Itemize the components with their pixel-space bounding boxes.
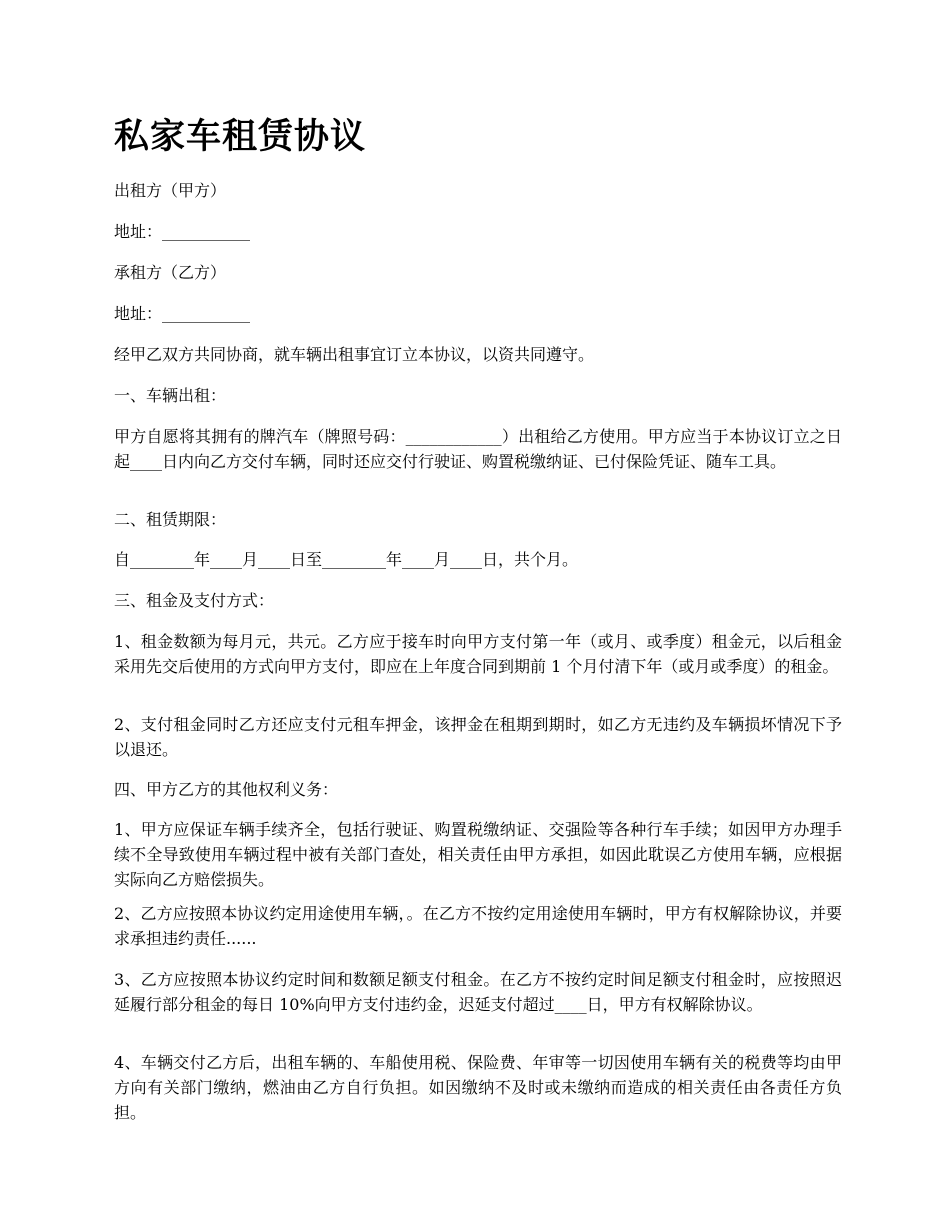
lessor-address: 地址：___________	[114, 222, 251, 241]
lessee-label: 承租方（乙方）	[114, 263, 227, 282]
lessor-label: 出租方（甲方）	[114, 181, 227, 200]
section-heading-rent-payment: 三、租金及支付方式：	[114, 591, 275, 610]
paragraph-lease-term: 自________年____月____日至________年____月____日，共个月。	[114, 550, 579, 569]
clause-obligation-2: 2、乙方应按照本协议约定用途使用车辆，。在乙方不按约定用途使用车辆时，甲方有权解除协议，并要求承担违约责任......	[114, 904, 842, 948]
document-title: 私家车租赁协议	[114, 116, 367, 157]
lessee-address: 地址：___________	[114, 304, 251, 323]
paragraph-vehicle-rental: 甲方自愿将其拥有的牌汽车（牌照号码：____________）出租给乙方使用。甲方应当于本协议订立之日起____日内向乙方交付车辆，同时还应交付行驶证、购置税缴纳证、已付保险凭证、随车工具。	[114, 427, 842, 471]
clause-obligation-1: 1、甲方应保证车辆手续齐全，包括行驶证、购置税缴纳证、交强险等各种行车手续；如因甲方办理手续不全导致使用车辆过程中被有关部门查处，相关责任由甲方承担，如因此耽误乙方使用车辆，应根据实际向乙方赔偿损失。	[114, 820, 842, 889]
preamble: 经甲乙双方共同协商，就车辆出租事宜订立本协议，以资共同遵守。	[114, 345, 595, 364]
clause-obligation-4: 4、车辆交付乙方后，出租车辆的、车船使用税、保险费、年审等一切因使用车辆有关的税费等均由甲方向有关部门缴纳，燃油由乙方自行负担。如因缴纳不及时或未缴纳而造成的相关责任由各责任方负担。	[114, 1053, 842, 1122]
clause-obligation-3: 3、乙方应按照本协议约定时间和数额足额支付租金。在乙方不按约定时间足额支付租金时，应按照迟延履行部分租金的每日 10%向甲方支付违约金，迟延支付超过____日，甲方有权解除协议。	[114, 970, 842, 1014]
section-heading-vehicle-rental: 一、车辆出租：	[114, 386, 227, 405]
clause-rent-1: 1、租金数额为每月元，共元。乙方应于接车时向甲方支付第一年（或月、或季度）租金元，以后租金采用先交后使用的方式向甲方支付，即应在上年度合同到期前 1 个月付清下年（或月或季度）的租金。	[114, 632, 842, 676]
section-heading-lease-term: 二、租赁期限：	[114, 510, 227, 529]
clause-rent-2: 2、支付租金同时乙方还应支付元租车押金，该押金在租期到期时，如乙方无违约及车辆损坏情况下予以退还。	[114, 715, 842, 759]
section-heading-rights-obligations: 四、甲方乙方的其他权利义务：	[114, 780, 339, 799]
